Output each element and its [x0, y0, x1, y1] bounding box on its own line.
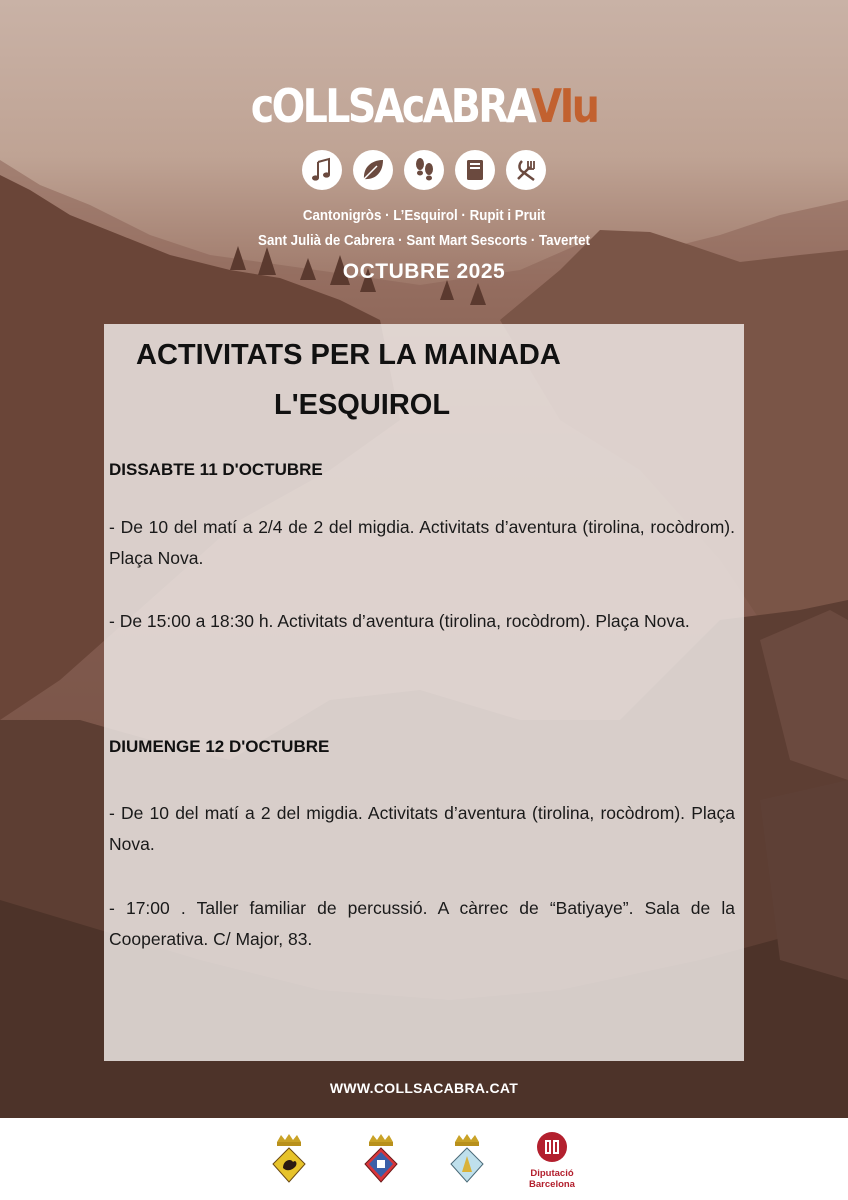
activities-panel [104, 324, 744, 1061]
activity-entry: - 17:00 . Taller familiar de percussió. A càrrec de “Batiyaye”. Sala de la Cooperativa. C/ Major, 83. [109, 898, 735, 949]
logo-text-white: cOLLSAcABRA [250, 79, 532, 133]
fork-knife-icon [506, 150, 546, 190]
month-label: OCTUBRE 2025 [342, 260, 506, 283]
footprints-icon [404, 150, 444, 190]
towns-line-1: Cantonigròs · L’Esquirol · Rupit i Pruit [302, 208, 546, 224]
crest-rupit-icon [361, 1132, 401, 1188]
activity-entry: - De 15:00 a 18:30 h. Activitats d’aventura (tirolina, rocòdrom). Plaça Nova. [109, 611, 690, 631]
day-heading-sunday: DIUMENGE 12 D'OCTUBRE [109, 737, 330, 756]
collsacabra-viu-logo [59, 78, 788, 134]
leaf-icon [353, 150, 393, 190]
activity-icons-row [302, 150, 548, 192]
activity-entry: - De 10 del matí a 2/4 de 2 del migdia. Activitats d’aventura (tirolina, rocòdrom). Plaça Nova. [109, 517, 735, 568]
activity-entry: - De 10 del matí a 2 del migdia. Activitats d’aventura (tirolina, rocòdrom). Plaça Nova. [109, 803, 735, 854]
crest-lesquirol-icon [269, 1132, 309, 1188]
day-heading-saturday: DISSABTE 11 D'OCTUBRE [109, 460, 323, 479]
diputacio-text-line2: Barcelona [529, 1179, 575, 1190]
book-icon [455, 150, 495, 190]
website-link[interactable]: WWW.COLLSACABRA.CAT [329, 1080, 519, 1096]
panel-title: ACTIVITATS PER LA MAINADA [136, 339, 561, 371]
diputacio-logo-icon [520, 1130, 584, 1194]
sponsor-footer [0, 1118, 848, 1200]
panel-subtitle: L'ESQUIROL [274, 389, 451, 421]
music-note-icon [302, 150, 342, 190]
diputacio-text-line1: Diputació [530, 1168, 574, 1179]
towns-line-2: Sant Julià de Cabrera · Sant Mart Sescorts · Tavertet [258, 233, 590, 249]
logo-text-orange: VIu [531, 79, 598, 133]
crest-tavertet-icon [447, 1132, 487, 1188]
